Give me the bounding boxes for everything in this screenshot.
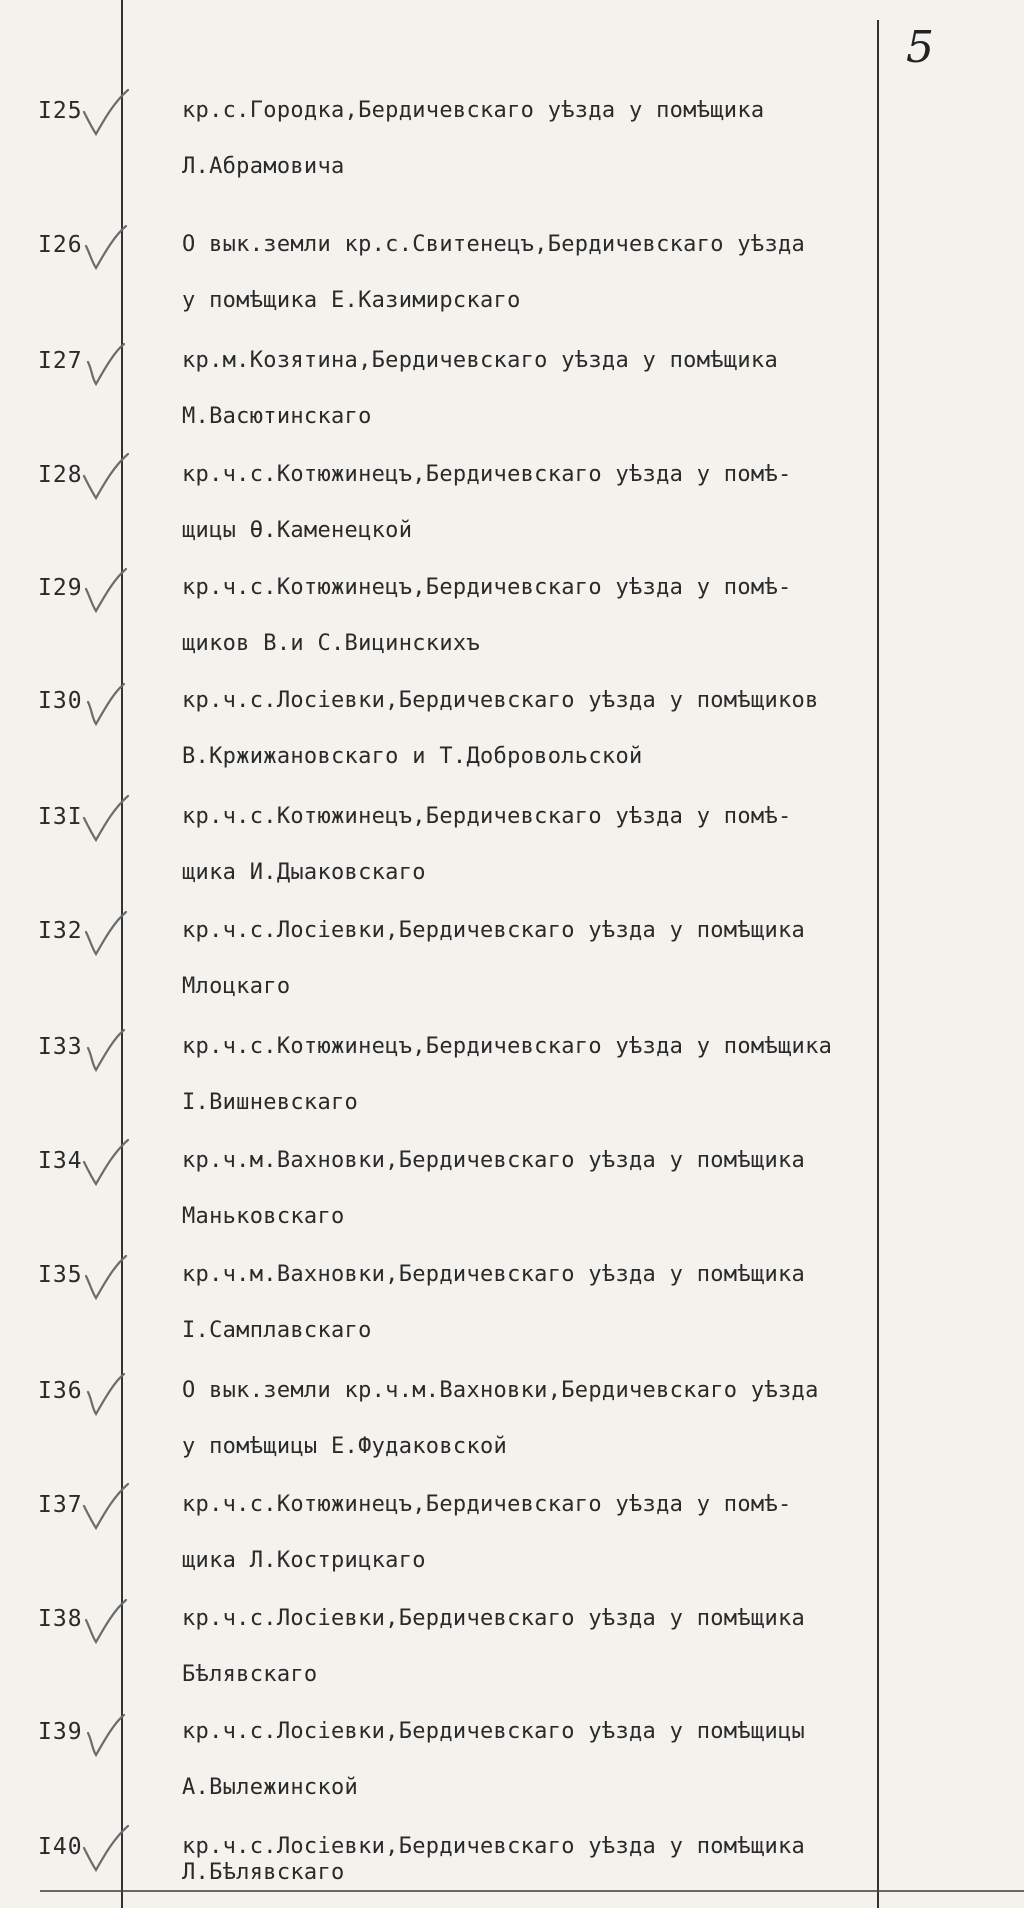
entry-number: I38: [38, 1606, 83, 1632]
entry-number: I35: [38, 1262, 83, 1288]
checkmark-icon: [78, 1134, 138, 1194]
entry-number: I27: [38, 348, 83, 374]
entry-text-line: кр.ч.с.Котюжинецъ,Бердичевскаго уѣзда у помѣ-: [182, 462, 792, 487]
list-item: [0, 688, 1024, 798]
entry-text-line: щицы Ѳ.Каменецкой: [182, 518, 413, 543]
list-item: [0, 1262, 1024, 1372]
list-item: [0, 1492, 1024, 1602]
entry-number: I29: [38, 575, 83, 601]
checkmark-icon: [78, 1705, 138, 1765]
entry-number: I36: [38, 1378, 83, 1404]
checkmark-icon: [78, 1020, 138, 1080]
checkmark-icon: [78, 1820, 138, 1880]
checkmark-icon: [78, 1248, 138, 1308]
entry-text-line: щика И.Дыаковскаго: [182, 860, 426, 885]
list-item: [0, 1378, 1024, 1488]
entry-number: I26: [38, 232, 83, 258]
list-item: [0, 462, 1024, 572]
entry-text-line: Млоцкаго: [182, 974, 291, 999]
entry-number: I3I: [38, 804, 83, 830]
entry-text-line: I.Самплавскаго: [182, 1318, 372, 1343]
checkmark-icon: [78, 448, 138, 508]
entry-number: I28: [38, 462, 83, 488]
entry-number: I25: [38, 98, 83, 124]
list-item: [0, 98, 1024, 208]
entry-text-line: кр.м.Козятина,Бердичевскаго уѣзда у помѣщика: [182, 348, 778, 373]
entry-number: I33: [38, 1034, 83, 1060]
entry-text-line: кр.с.Городка,Бердичевскаго уѣзда у помѣщика: [182, 98, 765, 123]
entry-text-line: кр.ч.с.Лосіевки,Бердичевскаго уѣзда у помѣщика: [182, 918, 806, 943]
checkmark-icon: [78, 674, 138, 734]
entry-text-line: кр.ч.с.Котюжинецъ,Бердичевскаго уѣзда у помѣщика: [182, 1034, 833, 1059]
entry-text-line: кр.ч.с.Лосіевки,Бердичевскаго уѣзда у помѣщицы: [182, 1719, 806, 1744]
entry-text-line: I.Вишневскаго: [182, 1090, 359, 1115]
list-item: [0, 575, 1024, 685]
entry-text-line: кр.ч.с.Котюжинецъ,Бердичевскаго уѣзда у помѣ-: [182, 1492, 792, 1517]
list-item: [0, 1148, 1024, 1258]
entry-text-line: Л.Абрамовича: [182, 154, 345, 179]
entry-text-line: О вык.земли кр.ч.м.Вахновки,Бердичевскаго уѣзда: [182, 1378, 819, 1403]
page-number: 5: [906, 22, 934, 73]
entry-text-line: кр.ч.с.Котюжинецъ,Бердичевскаго уѣзда у помѣ-: [182, 804, 792, 829]
entry-number: I40: [38, 1834, 83, 1860]
entry-number: I30: [38, 688, 83, 714]
list-item: [0, 1834, 1024, 1894]
entry-number: I34: [38, 1148, 83, 1174]
checkmark-icon: [78, 904, 138, 964]
list-item: [0, 1606, 1024, 1716]
entry-text-line: кр.ч.с.Лосіевки,Бердичевскаго уѣзда у помѣщика: [182, 1606, 806, 1631]
checkmark-icon: [78, 1478, 138, 1538]
entry-text-line: М.Васютинскаго: [182, 404, 372, 429]
entry-text-line: кр.ч.с.Лосіевки,Бердичевскаго уѣзда у помѣщика: [182, 1834, 806, 1859]
entry-text-line: кр.ч.м.Вахновки,Бердичевскаго уѣзда у помѣщика: [182, 1148, 806, 1173]
entry-text-line: Маньковскаго: [182, 1204, 345, 1229]
entry-text-line: кр.ч.м.Вахновки,Бердичевскаго уѣзда у помѣщика: [182, 1262, 806, 1287]
entry-text-line: А.Вылежинской: [182, 1775, 359, 1800]
checkmark-icon: [78, 334, 138, 394]
entry-text-line: щика Л.Кострицкаго: [182, 1548, 426, 1573]
entry-text-line: у помѣщицы Е.Фудаковской: [182, 1434, 508, 1459]
list-item: [0, 804, 1024, 914]
list-item: [0, 1034, 1024, 1144]
checkmark-icon: [78, 84, 138, 144]
checkmark-icon: [78, 790, 138, 850]
checkmark-icon: [78, 561, 138, 621]
entry-text-line: кр.ч.с.Котюжинецъ,Бердичевскаго уѣзда у помѣ-: [182, 575, 792, 600]
entry-number: I37: [38, 1492, 83, 1518]
checkmark-icon: [78, 1592, 138, 1652]
list-item: [0, 348, 1024, 458]
entry-text-line: у помѣщика Е.Казимирскаго: [182, 288, 521, 313]
list-item: [0, 232, 1024, 342]
checkmark-icon: [78, 218, 138, 278]
entry-number: I32: [38, 918, 83, 944]
entry-text-line: О вык.земли кр.с.Свитенецъ,Бердичевскаго уѣзда: [182, 232, 806, 257]
entry-text-line: Л.Бѣлявскаго: [182, 1860, 345, 1885]
checkmark-icon: [78, 1364, 138, 1424]
entry-text-line: В.Кржижановскаго и Т.Добровольской: [182, 744, 643, 769]
list-item: [0, 1719, 1024, 1829]
entry-text-line: Бѣлявскаго: [182, 1662, 318, 1687]
entry-number: I39: [38, 1719, 83, 1745]
list-item: [0, 918, 1024, 1028]
entry-text-line: щиков В.и С.Вицинскихъ: [182, 631, 480, 656]
entry-text-line: кр.ч.с.Лосіевки,Бердичевскаго уѣзда у помѣщиков: [182, 688, 819, 713]
